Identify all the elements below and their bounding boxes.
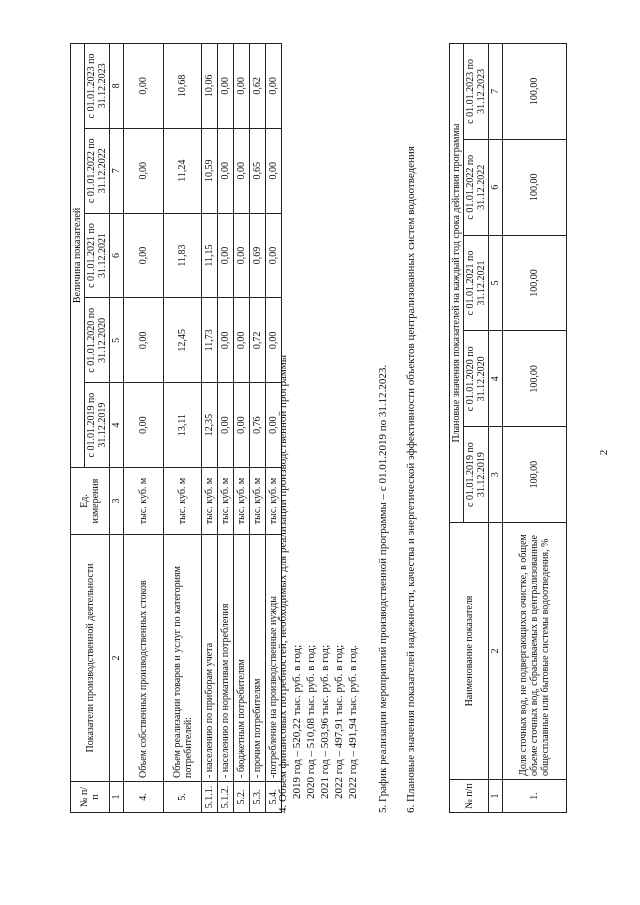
column-number: 8 [110,44,124,129]
row-value: 100,00 [503,235,567,331]
row-value: 0,00 [266,128,282,213]
values-group-header: Плановые значения показателей на каждый год срока действия программы [450,44,464,523]
row-value: 0,76 [250,383,266,468]
row-value: 0,00 [266,213,282,298]
row-value: 12,45 [164,298,202,383]
column-number: 5 [489,235,503,331]
period-header: с 01.01.2020 по 31.12.2020 [464,331,489,427]
finance-line: 2022 год – 497,91 тыс. руб. в год; [333,644,345,799]
table-row [164,44,202,813]
table-row [218,44,234,813]
column-number: 6 [489,139,503,235]
page-number: 2 [598,449,610,456]
row-value: 0,00 [266,298,282,383]
row-value: 0,00 [218,213,234,298]
column-number: 7 [110,128,124,213]
row-indicator: - населению по нормативам потребления [218,535,234,782]
row-unit: тыс. куб. м [266,468,282,535]
row-value: 0,00 [124,44,164,129]
row-value: 10,59 [202,128,218,213]
column-number: 5 [110,298,124,383]
row-value: 0,00 [124,213,164,298]
table-row [202,44,218,813]
row-value: 0,62 [250,44,266,129]
row-unit: тыс. куб. м [202,468,218,535]
row-indicator: Объем реализации товаров и услуг по категориям потребителей: [164,535,202,782]
row-value: 0,72 [250,298,266,383]
column-number: 7 [489,44,503,140]
row-value: 100,00 [503,331,567,427]
row-value: 0,00 [124,128,164,213]
row-value: 0,00 [218,298,234,383]
row-unit: тыс. куб. м [124,468,164,535]
row-value: 11,15 [202,213,218,298]
row-value: 0,69 [250,213,266,298]
row-value: 100,00 [503,427,567,523]
row-value: 10,06 [202,44,218,129]
period-header: с 01.01.2022 по 31.12.2022 [85,128,110,213]
row-indicator: - бюджетным потребителям [234,535,250,782]
period-header: с 01.01.2021 по 31.12.2021 [464,235,489,331]
targets-table [449,43,567,813]
column-number: 6 [110,213,124,298]
row-value: 0,00 [234,213,250,298]
row-value: 11,83 [164,213,202,298]
column-number: 1 [110,782,124,813]
column-number: 3 [110,468,124,535]
row-value: 0,00 [266,44,282,129]
section-6: 6. Плановые значения показателей надежности, качества и энергетической эффективности объектов централизованных систем водоотведения [405,146,417,813]
row-number: 5.1.1. [202,782,218,813]
row-number: 5.1.2. [218,782,234,813]
period-header: с 01.01.2021 по 31.12.2021 [85,213,110,298]
finance-line: 2019 год – 520,22 тыс. руб. в год; [291,644,303,799]
finance-line: 2022 год – 491,94 тыс. руб. в год. [347,645,359,799]
column-number: 2 [110,535,124,782]
row-number: 5.4. [266,782,282,813]
table-row [503,44,567,813]
row-value: 0,00 [218,44,234,129]
col-unit-header: Ед. измерения [71,468,110,535]
period-header: с 01.01.2023 по 31.12.2023 [85,44,110,129]
row-value: 0,00 [266,383,282,468]
production-indicators-table [70,43,282,813]
finance-line: 2021 год – 503,96 тыс. руб. в год; [319,644,331,799]
period-header: с 01.01.2019 по 31.12.2019 [464,427,489,523]
row-unit: тыс. куб. м [250,468,266,535]
row-value: 12,35 [202,383,218,468]
row-value: 0,00 [218,383,234,468]
row-indicator: - прочим потребителям [250,535,266,782]
column-number: 2 [489,523,503,780]
row-indicator: Доля сточных вод, не подвергающихся очистке, в общем объеме сточных вод, сбрасываемых в централизованные общесплавные или бытовые системы водоотведения, % [503,523,567,780]
row-value: 100,00 [503,139,567,235]
row-value: 11,24 [164,128,202,213]
row-value: 0,00 [234,298,250,383]
row-indicator: -потребление на производственные нужды [266,535,282,782]
column-number: 3 [489,427,503,523]
col-indicator-header: Показатели производственной деятельности [71,535,110,782]
col-num-header: № п/п [450,780,489,813]
row-indicator: - населению по приборам учета [202,535,218,782]
table-row [234,44,250,813]
row-number: 1. [503,780,567,813]
row-value: 13,11 [164,383,202,468]
col-num-header: № п/п [71,782,110,813]
table-row [250,44,266,813]
section-4 [276,33,360,813]
period-header: с 01.01.2019 по 31.12.2019 [85,383,110,468]
row-value: 0,00 [234,383,250,468]
row-value: 100,00 [503,44,567,140]
row-number: 5.2. [234,782,250,813]
table-row [124,44,164,813]
section-5: 5. График реализации мероприятий производственной программы – с 01.01.2019 по 31.12.2023. [377,364,389,813]
row-value: 0,00 [124,383,164,468]
row-value: 10,68 [164,44,202,129]
row-value: 0,65 [250,128,266,213]
row-indicator: Объем собственных производственных стоков [124,535,164,782]
row-value: 0,00 [234,128,250,213]
period-header: с 01.01.2020 по 31.12.2020 [85,298,110,383]
period-header: с 01.01.2023 по 31.12.2023 [464,44,489,140]
row-unit: тыс. куб. м [234,468,250,535]
column-number: 4 [110,383,124,468]
period-header: с 01.01.2022 по 31.12.2022 [464,139,489,235]
row-value: 0,00 [218,128,234,213]
section-4-title: 4. Объем финансовых потребностей, необходимых для реализации производственной программы [277,354,289,813]
column-number: 1 [489,780,503,813]
row-value: 0,00 [234,44,250,129]
row-unit: тыс. куб. м [218,468,234,535]
col-name-header: Наименование показателя [450,523,489,780]
row-unit: тыс. куб. м [164,468,202,535]
row-number: 4. [124,782,164,813]
row-value: 0,00 [124,298,164,383]
column-number: 4 [489,331,503,427]
row-number: 5. [164,782,202,813]
values-group-header: Величина показателей [71,44,85,468]
row-number: 5.3. [250,782,266,813]
row-value: 11,73 [202,298,218,383]
finance-line: 2020 год – 510,08 тыс. руб. в год; [305,644,317,799]
